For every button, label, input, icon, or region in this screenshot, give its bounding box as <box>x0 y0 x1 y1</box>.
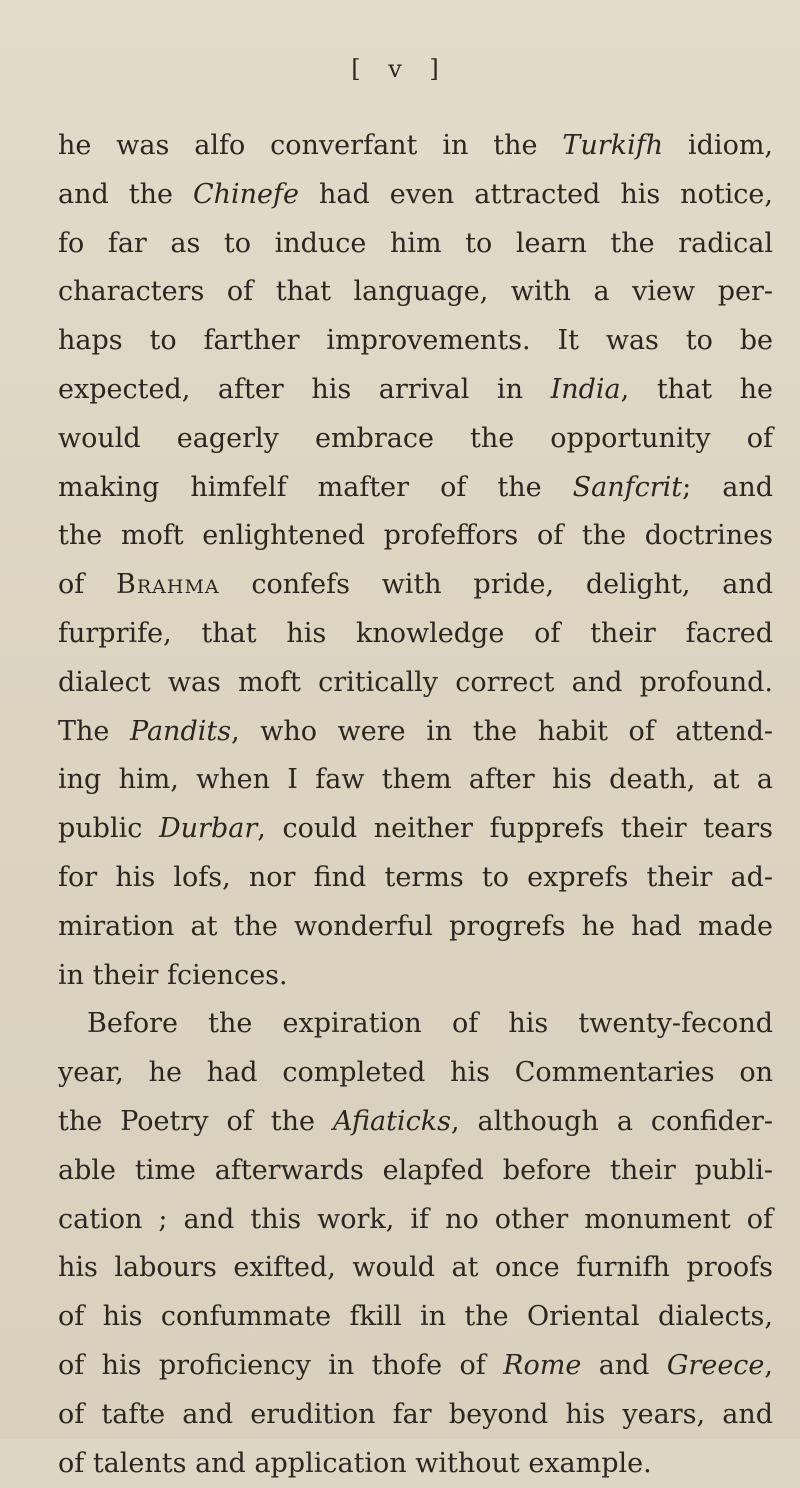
text-run: and the <box>58 178 193 210</box>
text-run: miration at the wonderful progrefs he had made <box>58 910 773 942</box>
text-line <box>58 220 773 269</box>
text-line <box>58 659 773 708</box>
text-run: Chinefe <box>192 178 299 210</box>
text-run: he was alfo converfant in the <box>58 130 563 161</box>
text-run: Before the expiration of his twenty-fecond <box>87 1008 773 1040</box>
text-line <box>58 1293 773 1342</box>
text-run: Afiaticks <box>332 1105 451 1137</box>
text-line <box>58 1440 773 1488</box>
body-text <box>58 122 773 1488</box>
text-line <box>58 903 773 952</box>
text-run: the moft enlightened profeffors of the doctrines <box>58 520 773 552</box>
text-run: of talents and application without example. <box>58 1447 652 1479</box>
text-run: , could neither fupprefs their tears <box>257 813 773 845</box>
text-run: ; and <box>682 471 773 503</box>
text-run: year, he had completed his Commentaries on <box>58 1057 773 1089</box>
text-line <box>58 122 773 171</box>
text-line <box>58 805 773 854</box>
text-run: public <box>58 813 159 845</box>
text-run: expected, after his arrival in <box>58 373 551 405</box>
text-line <box>58 268 773 317</box>
text-run: India <box>550 373 621 405</box>
text-run: making himfelf mafter of the <box>58 471 573 503</box>
text-line <box>58 610 773 659</box>
text-run: The <box>58 715 130 747</box>
text-run: dialect was moft critically correct and profound. <box>58 666 773 698</box>
text-line <box>58 1098 773 1147</box>
text-run: confefs with pride, delight, and <box>219 569 773 601</box>
text-run: Durbar <box>159 813 258 845</box>
text-line <box>58 1049 773 1098</box>
text-run: Rome <box>503 1349 582 1381</box>
text-run: Turkifh <box>562 130 664 161</box>
text-run: had even attracted his notice, <box>298 178 773 210</box>
text-run: Sanfcrit <box>572 471 683 503</box>
text-run: characters of that language, with a view per- <box>58 276 773 308</box>
text-run: idiom, <box>663 130 774 161</box>
text-run: for his lofs, nor find terms to exprefs their ad- <box>58 861 773 893</box>
text-run: his labours exifted, would at once furnifh proofs <box>58 1252 773 1284</box>
text-line <box>58 708 773 757</box>
text-line <box>58 1147 773 1196</box>
text-run: Brahma <box>116 569 220 601</box>
text-run: and <box>581 1349 667 1381</box>
text-line <box>58 952 773 1001</box>
text-run: , although a confider- <box>450 1105 773 1137</box>
text-line <box>58 756 773 805</box>
text-line <box>58 1342 773 1391</box>
text-run: Pandits <box>130 715 232 747</box>
text-run: ing him, when I faw them after his death, at a <box>58 764 773 796</box>
page-number-header: [ v ] <box>351 55 449 83</box>
text-run: of <box>58 569 116 601</box>
text-run: in their fciences. <box>58 959 288 991</box>
text-line <box>58 1000 773 1049</box>
text-run: of tafte and erudition far beyond his years, and <box>58 1398 773 1430</box>
text-run: able time afterwards elapfed before their publi- <box>58 1154 773 1186</box>
text-run: Greece <box>666 1349 765 1381</box>
text-run: the Poetry of the <box>58 1105 333 1137</box>
text-run: , who were in the habit of attend- <box>231 715 773 747</box>
text-run: of his proficiency in thofe of <box>58 1349 504 1381</box>
text-line <box>58 854 773 903</box>
text-run: haps to farther improvements. It was to be <box>58 325 773 357</box>
text-line <box>58 366 773 415</box>
text-run: fo far as to induce him to learn the radical <box>58 227 773 259</box>
text-run: of his confummate fkill in the Oriental dialects, <box>58 1301 773 1333</box>
text-line <box>58 464 773 513</box>
text-line <box>58 317 773 366</box>
text-run: cation ; and this work, if no other monument of <box>58 1203 773 1235</box>
text-line <box>58 1244 773 1293</box>
paragraph-1 <box>58 122 773 1000</box>
text-run: , that he <box>620 373 773 405</box>
text-line <box>58 171 773 220</box>
text-run: furprife, that his knowledge of their facred <box>58 617 773 649</box>
text-line <box>58 415 773 464</box>
text-run: , <box>764 1349 773 1381</box>
text-line <box>58 1391 773 1440</box>
text-line <box>58 1196 773 1245</box>
paragraph-2 <box>58 1000 773 1488</box>
text-line <box>58 512 773 561</box>
text-run: would eagerly embrace the opportunity of <box>58 422 773 454</box>
text-line <box>58 561 773 610</box>
